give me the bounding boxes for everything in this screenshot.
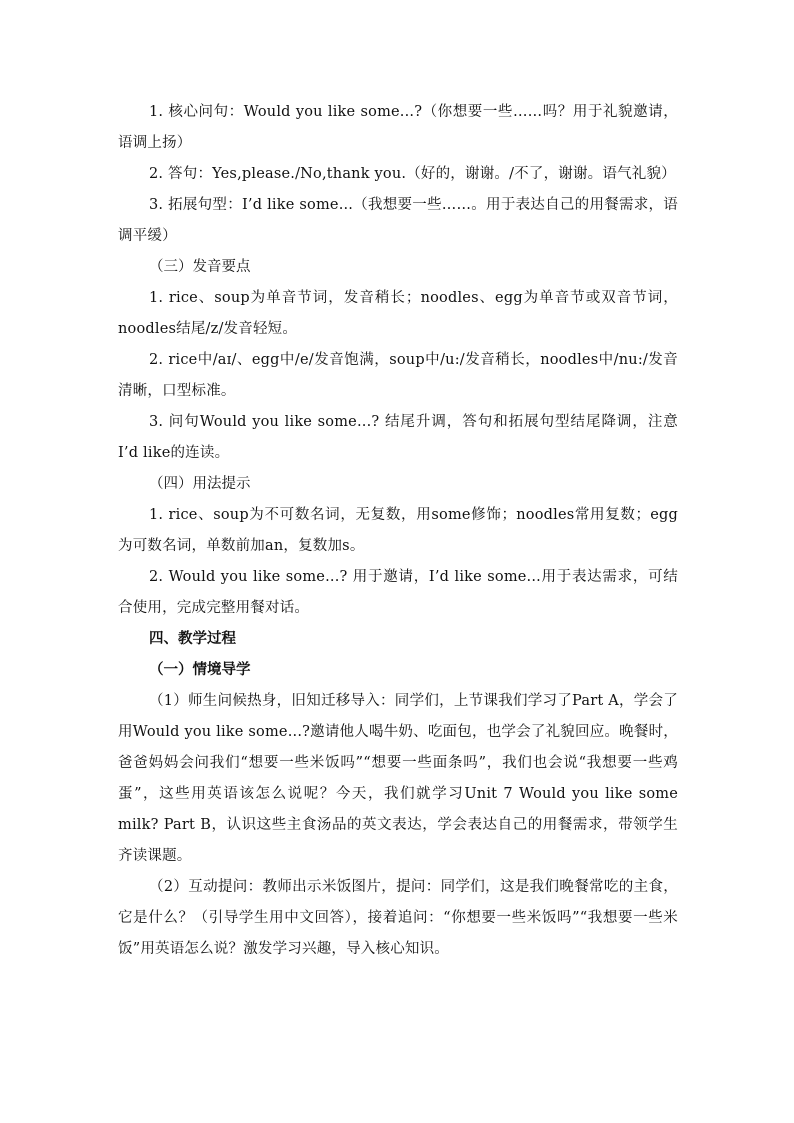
- section-heading-usage: （四）用法提示: [149, 476, 251, 492]
- paragraph-pronunciation-3: 3. 问句Would you like some...? 结尾升调，答句和拓展句型结尾降调，注意I’d like的连读。: [118, 414, 678, 461]
- paragraph-pronunciation-2: 2. rice中/aɪ/、egg中/e/发音饱满，soup中/u:/发音稍长，noodles中/nu:/发音清晰，口型标准。: [118, 352, 678, 399]
- section-heading-pronunciation: （三）发音要点: [149, 259, 251, 275]
- paragraph-pronunciation-1: 1. rice、soup为单音节词，发音稍长；noodles、egg为单音节或双音节词，noodles结尾/z/发音轻短。: [118, 290, 678, 337]
- section-heading-teaching-process: 四、教学过程: [149, 631, 236, 647]
- document-body: [118, 97, 678, 965]
- subsection-heading-situation: （一）情境导学: [149, 662, 251, 678]
- paragraph-warmup: （1）师生问候热身，旧知迁移导入：同学们，上节课我们学习了Part A，学会了用Would you like some...?邀请他人喝牛奶、吃面包，也学会了礼貌回应。晚餐时，爸爸妈妈会问我们“想要一些米饭吗”“想要一些面条吗”，我们也会说“我想要一些鸡蛋”，这些用英语该怎么说呢？今天，我们就学习Unit 7 Would you like some milk? Part B，认识这些主食汤品的英文表达，学会表达自己的用餐需求，带领学生齐读课题。: [118, 693, 678, 864]
- paragraph-core-question: 1. 核心问句：Would you like some...?（你想要一些……吗？用于礼貌邀请，语调上扬）: [118, 104, 678, 151]
- paragraph-usage-1: 1. rice、soup为不可数名词，无复数，用some修饰；noodles常用复数；egg为可数名词，单数前加an，复数加s。: [118, 507, 678, 554]
- paragraph-extended-pattern: 3. 拓展句型：I’d like some...（我想要一些……。用于表达自己的用餐需求，语调平缓）: [118, 197, 678, 244]
- paragraph-usage-2: 2. Would you like some...? 用于邀请，I’d like some...用于表达需求，可结合使用，完成完整用餐对话。: [118, 569, 678, 616]
- paragraph-answer: 2. 答句：Yes,please./No,thank you.（好的，谢谢。/不了，谢谢。语气礼貌）: [149, 166, 676, 182]
- paragraph-interactive-question: （2）互动提问：教师出示米饭图片，提问：同学们，这是我们晚餐常吃的主食，它是什么？（引导学生用中文回答），接着追问：“你想要一些米饭吗”“我想要一些米饭”用英语怎么说？激发学习兴趣，导入核心知识。: [118, 879, 678, 957]
